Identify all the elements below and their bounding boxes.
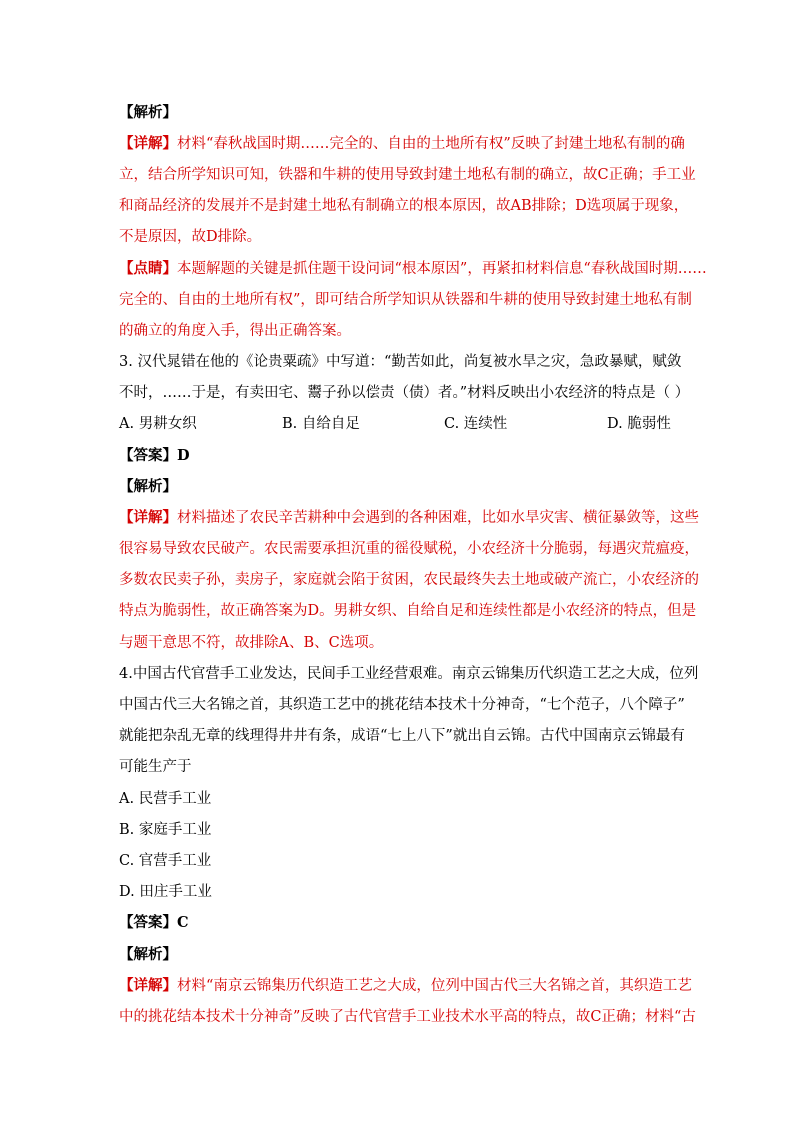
detail-paragraph-line: 很容易导致农民破产。农民需要承担沉重的徭役赋税，小农经济十分脆弱，每遇灾荒瘟疫， [119,541,699,557]
option-d: D. 田庄手工业 [119,884,212,900]
tip-text: 本题解题的关键是抓住题干设问词“根本原因”，再紧扣材料信息“春秋战国时期…… [177,261,707,277]
analysis-heading: 【解析】 [119,946,177,963]
detail-text: 材料“南京云锦集历代织造工艺之大成，位列中国古代三大名锦之首，其织造工艺 [177,978,692,994]
option-a: A. 民营手工业 [119,791,212,807]
tip-paragraph-line [119,259,707,279]
option-a: A. 男耕女织 [119,416,197,432]
detail-paragraph-line [119,134,685,154]
option-c: C. 连续性 [444,416,508,432]
detail-tag: 【详解】 [119,977,177,994]
analysis-heading: 【解析】 [119,104,177,121]
question-4-stem: 可能生产于 [119,759,192,775]
option-b: B. 自给自足 [282,416,360,432]
detail-text: 材料描述了农民辛苦耕种中会遇到的各种困难，比如水旱灾害、横征暴敛等，这些 [177,510,699,526]
question-3-stem: 3. 汉代晁错在他的《论贵粟疏》中写道：“勤苦如此，尚复被水旱之灾，急政暴赋，赋敛 [119,354,682,370]
tip-paragraph-line: 完全的、自由的土地所有权”，即可结合所学知识从铁器和牛耕的使用导致封建土地私有制 [119,292,692,308]
answer-line: 【答案】D [119,447,190,464]
answer-line: 【答案】C [119,914,189,931]
detail-paragraph-line: 和商品经济的发展并不是封建土地私有制确立的根本原因，故AB排除；D选项属于现象， [119,198,689,214]
detail-paragraph-line: 中的挑花结本技术十分神奇”反映了古代官营手工业技术水平高的特点，故C正确；材料“古 [119,1009,696,1025]
detail-text: 材料“春秋战国时期……完全的、自由的土地所有权”反映了封建土地私有制的确 [177,136,685,152]
detail-paragraph-line: 与题干意思不符，故排除A、B、C选项。 [119,635,384,651]
question-4-stem: 4.中国古代官营手工业发达，民间手工业经营艰难。南京云锦集历代织造工艺之大成，位列 [119,666,699,682]
question-4-stem: 就能把杂乱无章的线理得井井有条，成语“七上八下”就出自云锦。古代中国南京云锦最有 [119,728,685,744]
tip-paragraph-line: 的确立的角度入手，得出正确答案。 [119,323,351,339]
option-d: D. 脆弱性 [607,416,671,432]
detail-paragraph-line: 多数农民卖子孙，卖房子，家庭就会陷于贫困，农民最终失去土地或破产流亡，小农经济的 [119,572,699,588]
question-4-stem: 中国古代三大名锦之首，其织造工艺中的挑花结本技术十分神奇，“七个范子，八个障子” [119,697,685,713]
detail-paragraph-line [119,976,692,996]
detail-tag: 【详解】 [119,135,177,152]
analysis-heading: 【解析】 [119,478,177,495]
tip-tag: 【点睛】 [119,260,177,277]
detail-paragraph-line [119,508,699,528]
detail-tag: 【详解】 [119,509,177,526]
option-c: C. 官营手工业 [119,853,212,869]
question-3-stem: 不时，……于是，有卖田宅、鬻子孙以偿责（债）者。”材料反映出小农经济的特点是（ ） [119,385,690,401]
detail-paragraph-line: 不是原因，故D排除。 [119,229,262,245]
detail-paragraph-line: 立，结合所学知识可知，铁器和牛耕的使用导致封建土地私有制的确立，故C正确；手工业 [119,167,696,183]
option-b: B. 家庭手工业 [119,822,212,838]
detail-paragraph-line: 特点为脆弱性，故正确答案为D。男耕女织、自给自足和连续性都是小农经济的特点，但是 [119,603,697,619]
